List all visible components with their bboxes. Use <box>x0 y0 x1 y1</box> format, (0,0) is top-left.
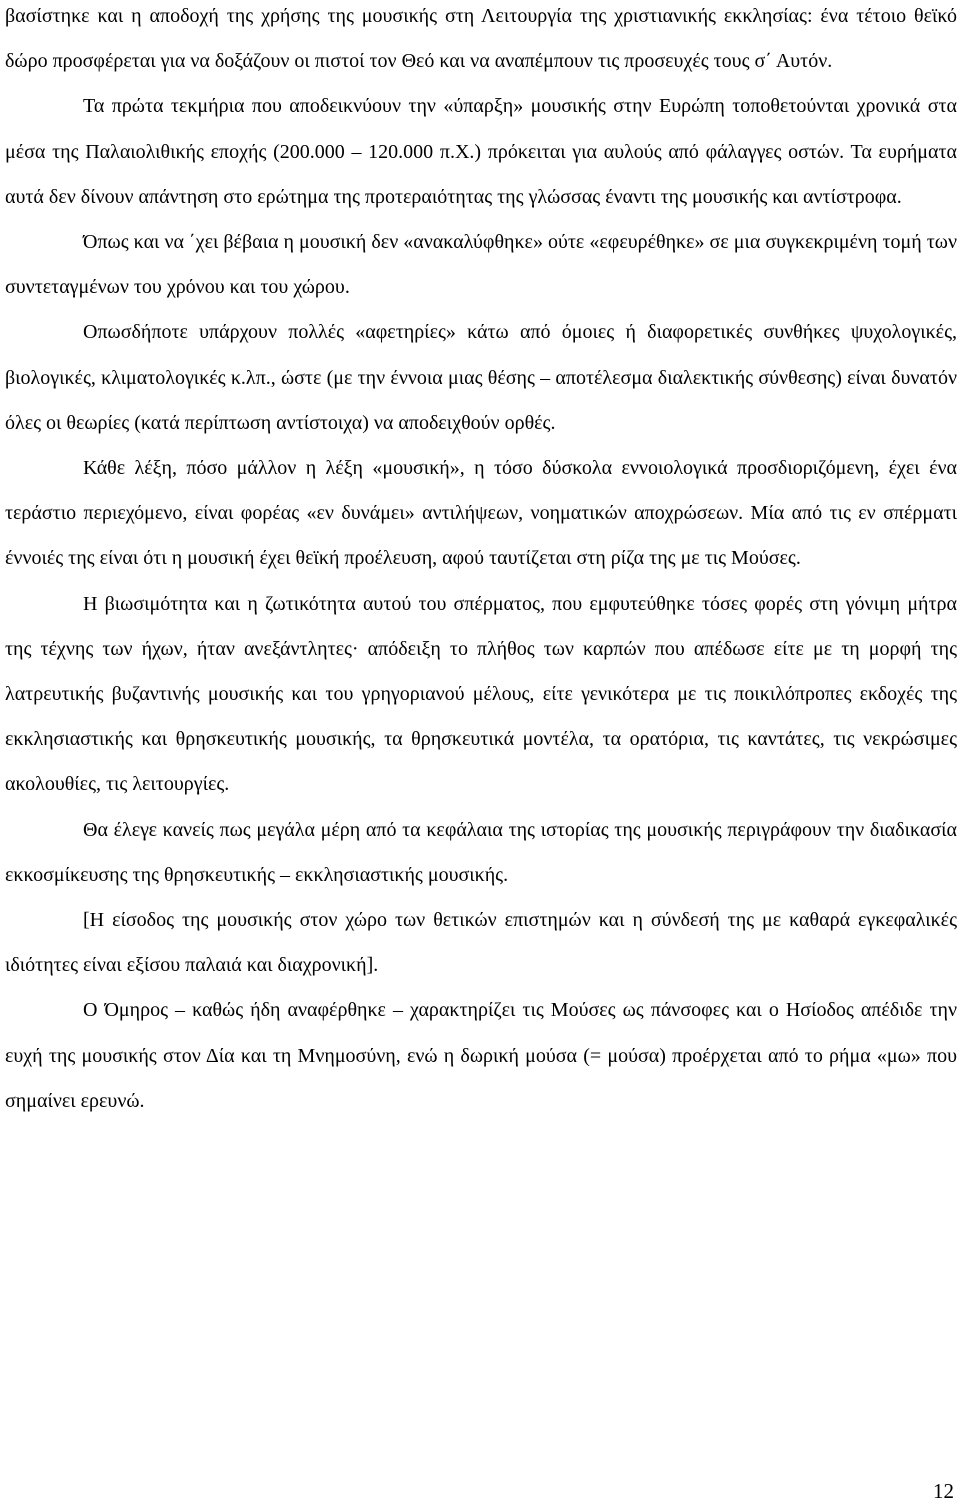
paragraph-1: βασίστηκε και η αποδοχή της χρήσης της μουσικής στη Λειτουργία της χριστιανικής εκκλησίας: ένα τέτοιο θεϊκό δώρο προσφέρεται για να δοξάζουν οι πιστοί τον Θεό και να αναπέμπουν τις προσευχές τους σ΄ Αυτόν. <box>5 5 957 73</box>
paragraph-9: Ο Όμηρος – καθώς ήδη αναφέρθηκε – χαρακτηρίζει τις Μούσες ως πάνσοφες και ο Ησίοδος απέδιδε την ευχή της μουσικής στον Δία και τη Μνημοσύνη, ενώ η δωρική μούσα (= μούσα) προέρχεται από το ρήμα «μω» που σημαίνει ερευνώ. <box>5 999 957 1112</box>
page-number: 12 <box>933 1479 954 1503</box>
paragraph-3: Όπως και να ΄χει βέβαια η μουσική δεν «ανακαλύφθηκε» ούτε «εφευρέθηκε» σε μια συγκεκριμένη τομή των συντεταγμένων του χρόνου και του χώρου. <box>5 231 957 299</box>
paragraph-5: Κάθε λέξη, πόσο μάλλον η λέξη «μουσική», η τόσο δύσκολα εννοιολογικά προσδιοριζόμενη, έχει ένα τεράστιο περιεχόμενο, είναι φορέας «εν δυνάμει» αντιλήψεων, νοηματικών αποχρώσεων. Μία από τις εν σπέρματι έννοιές της είναι ότι η μουσική έχει θεϊκή προέλευση, αφού ταυτίζεται στη ρίζα της με τις Μούσες. <box>5 457 957 570</box>
paragraph-4: Οπωσδήποτε υπάρχουν πολλές «αφετηρίες» κάτω από όμοιες ή διαφορετικές συνθήκες ψυχολογικές, βιολογικές, κλιματολογικές κ.λπ., ώστε (με την έννοια μιας θέσης – αποτέλεσμα διαλεκτικής σύνθεσης) είναι δυνατόν όλες οι θεωρίες (κατά περίπτωση αντίστοιχα) να αποδειχθούν ορθές. <box>5 321 957 434</box>
paragraph-7: Θα έλεγε κανείς πως μεγάλα μέρη από τα κεφάλαια της ιστορίας της μουσικής περιγράφουν την διαδικασία εκκοσμίκευσης της θρησκευτικής – εκκλησιαστικής μουσικής. <box>5 818 957 886</box>
paragraph-2: Τα πρώτα τεκμήρια που αποδεικνύουν την «ύπαρξη» μουσικής στην Ευρώπη τοποθετούνται χρονικά στα μέσα της Παλαιολιθικής εποχής (200.000 – 120.000 π.Χ.) πρόκειται για αυλούς από φάλαγγες οστών. Τα ευρήματα αυτά δεν δίνουν απάντηση στο ερώτημα της προτεραιότητας της γλώσσας έναντι της μουσικής και αντίστροφα. <box>5 95 957 208</box>
paragraph-6: Η βιωσιμότητα και η ζωτικότητα αυτού του σπέρματος, που εμφυτεύθηκε τόσες φορές στη γόνιμη μήτρα της τέχνης των ήχων, ήταν ανεξάντλητες· απόδειξη το πλήθος των καρπών που απέδωσε είτε με τη μορφή της λατρευτικής βυζαντινής μουσικής και του γρηγοριανού μέλους, είτε γενικότερα με τις ποικιλόπροπες εκδοχές της εκκλησιαστικής και θρησκευτικής μουσικής, τα θρησκευτικά μοντέλα, τα ορατόρια, τις καντάτες, τις νεκρώσιμες ακολουθίες, τις λειτουργίες. <box>5 592 957 796</box>
paragraph-8: [Η είσοδος της μουσικής στον χώρο των θετικών επιστημών και η σύνδεσή της με καθαρά εγκεφαλικές ιδιότητες είναι εξίσου παλαιά και διαχρονική]. <box>5 909 957 977</box>
document-page <box>5 0 957 1124</box>
